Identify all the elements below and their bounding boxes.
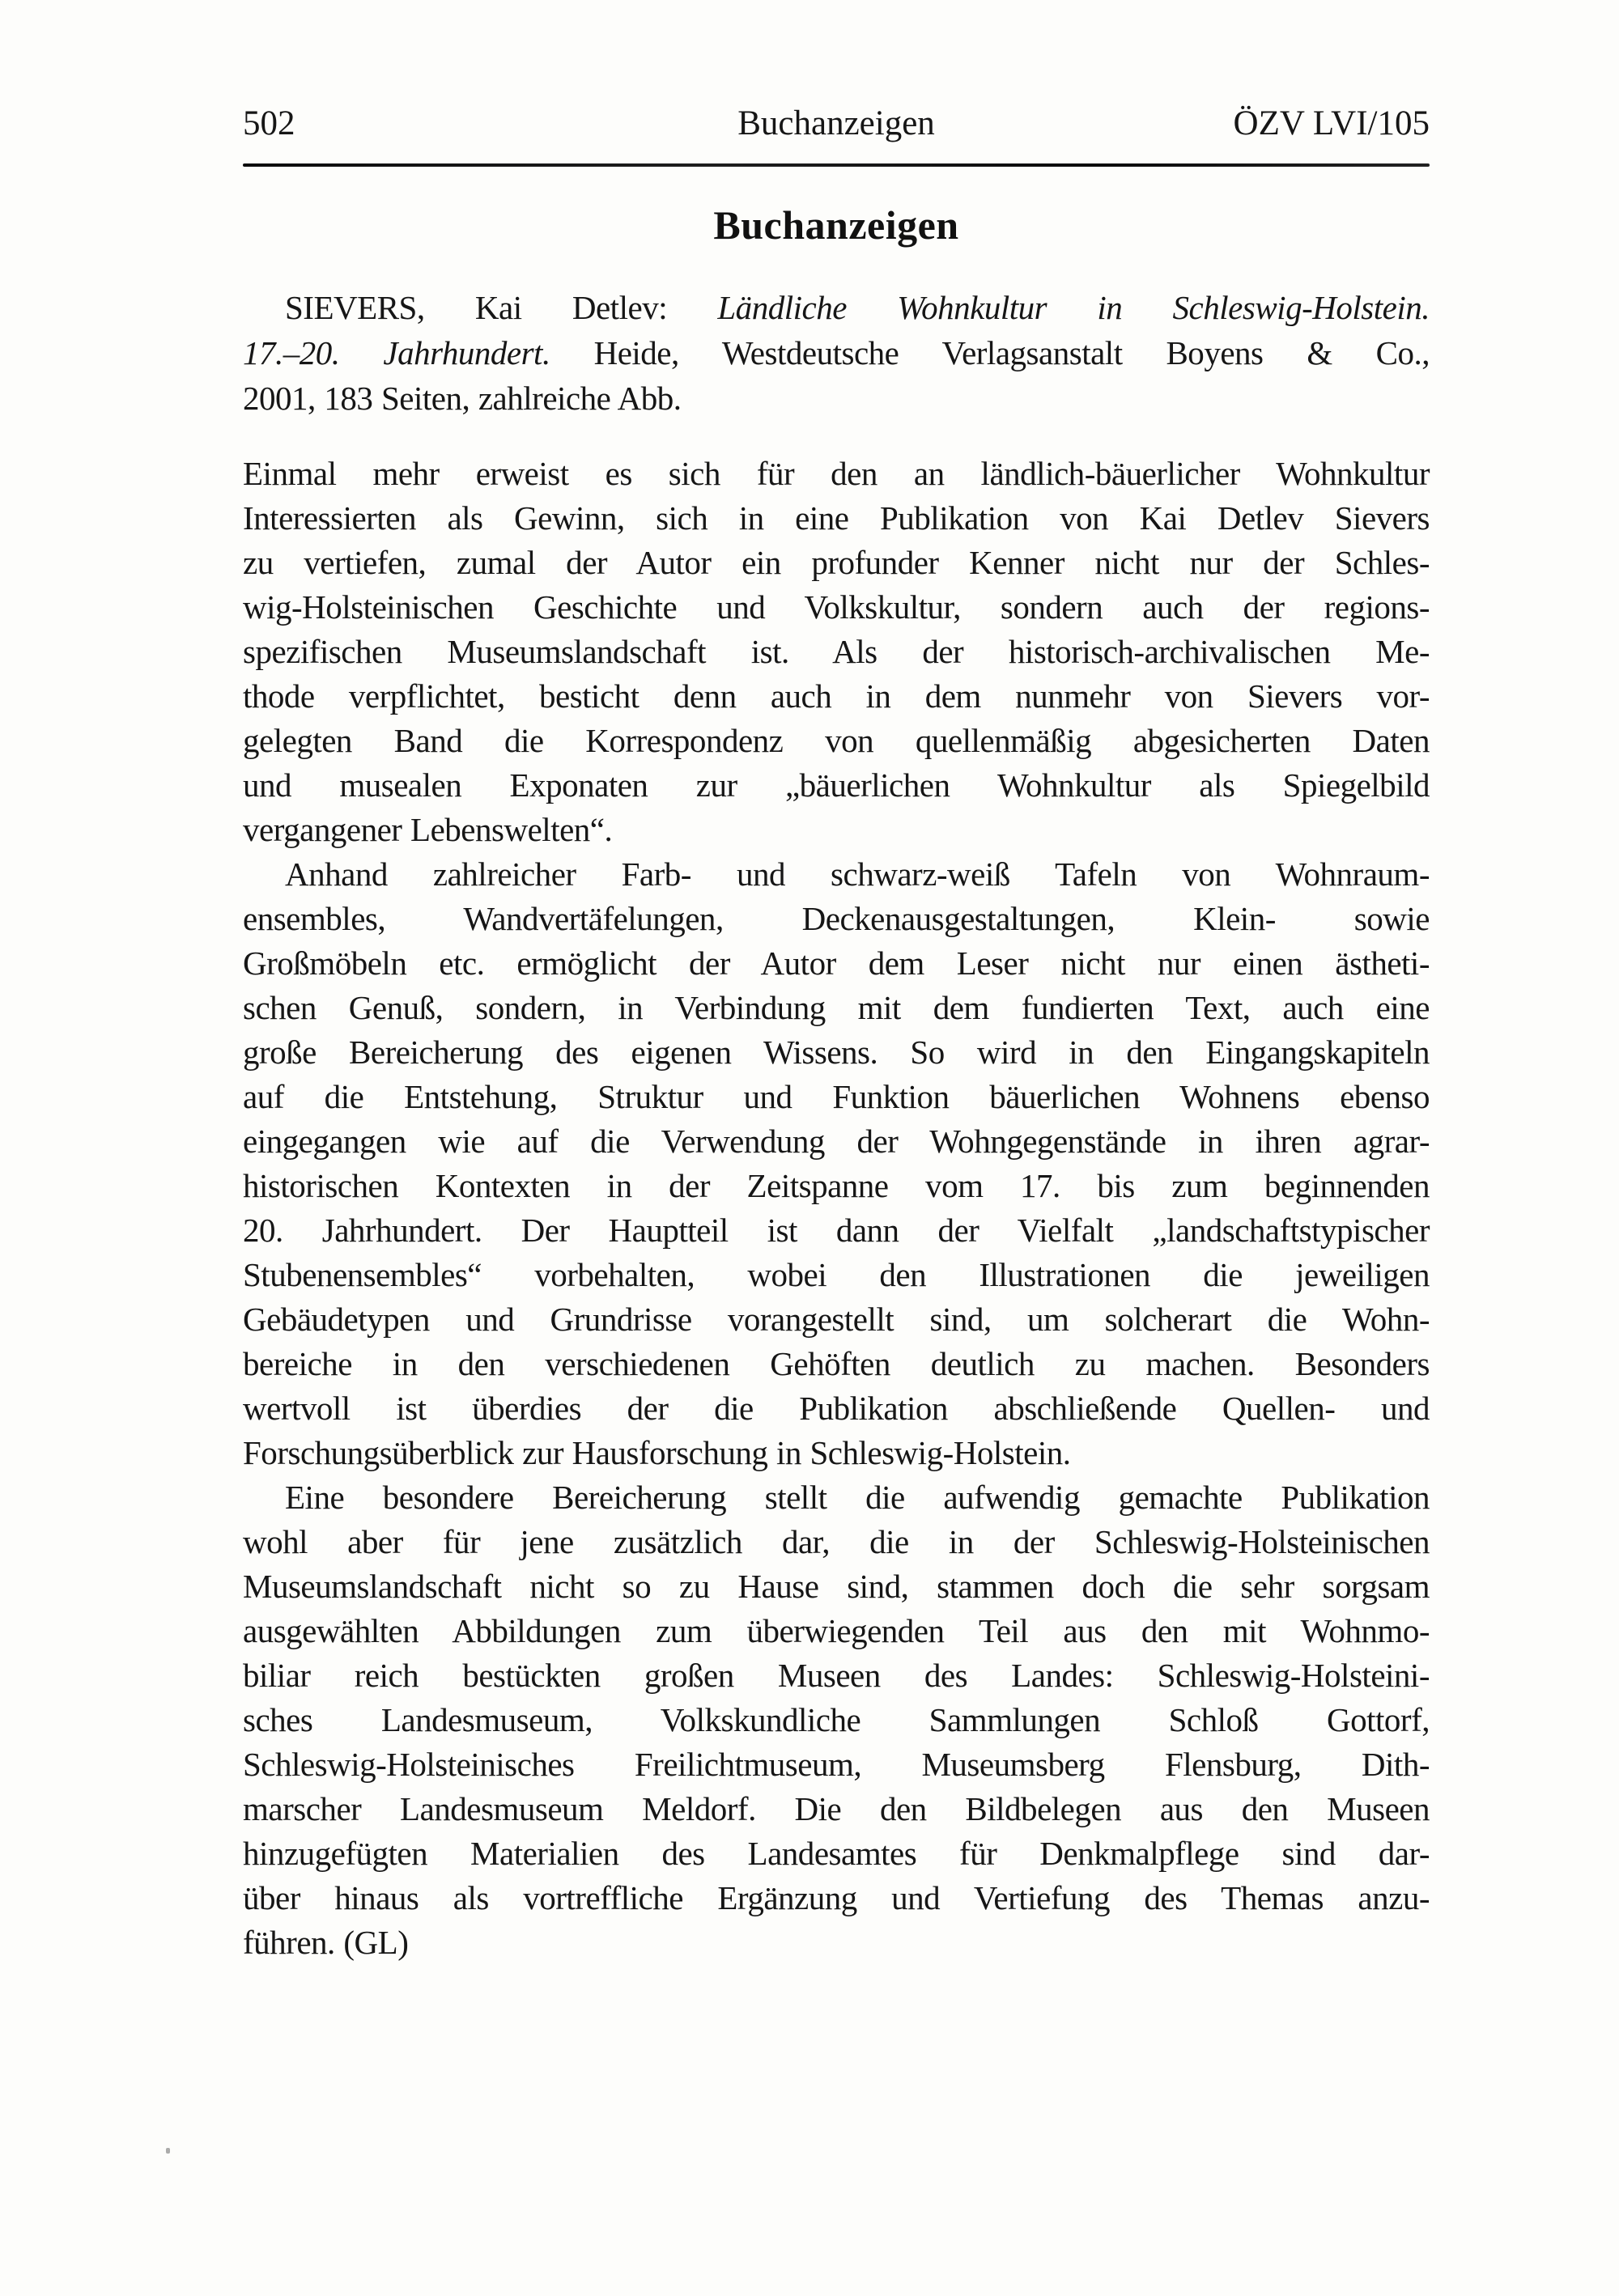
text-line: Großmöbeln etc. ermöglicht der Autor dem Leser nicht nur einen ästheti- xyxy=(243,944,1430,982)
header-rule xyxy=(243,163,1430,167)
page-number: 502 xyxy=(243,104,295,142)
text-line: hinzugefügten Materialien des Landesamtes für Denkmalpflege sind dar- xyxy=(243,1835,1430,1872)
book-citation xyxy=(243,285,1430,421)
text-line: ausgewählten Abbildungen zum überwiegenden Teil aus den mit Wohnmo- xyxy=(243,1612,1430,1649)
text-line: Stubenensembles“ vorbehalten, wobei den Illustrationen die jeweiligen xyxy=(243,1256,1430,1293)
text-line: biliar reich bestückten großen Museen des Landes: Schleswig-Holsteini- xyxy=(243,1657,1430,1694)
text-line: thode verpflichtet, besticht denn auch in dem nunmehr von Sievers vor- xyxy=(243,677,1430,715)
text-line: große Bereicherung des eigenen Wissens. So wird in den Eingangskapiteln xyxy=(243,1033,1430,1071)
text-line: sches Landesmuseum, Volkskundliche Sammlungen Schloß Gottorf, xyxy=(243,1701,1430,1738)
citation-text: Heide, Westdeutsche Verlagsanstalt Boyens & Co., xyxy=(550,334,1430,371)
text-line: Interessierten als Gewinn, sich in eine Publikation von Kai Detlev Sievers xyxy=(243,499,1430,537)
text-line: ensembles, Wandvertäfelungen, Deckenausgestaltungen, Klein- sowie xyxy=(243,900,1430,937)
text-line: marscher Landesmuseum Meldorf. Die den Bildbelegen aus den Museen xyxy=(243,1790,1430,1827)
citation-line xyxy=(243,330,1430,376)
text-line: 20. Jahrhundert. Der Hauptteil ist dann der Vielfalt „landschaftstypischer xyxy=(243,1212,1430,1249)
review-paragraph xyxy=(243,452,1430,852)
citation-title-italic: Ländliche Wohnkultur in Schleswig-Holstein. xyxy=(717,289,1430,326)
text-line: auf die Entstehung, Struktur und Funktion bäuerlichen Wohnens ebenso xyxy=(243,1078,1430,1115)
journal-volume-ref: ÖZV LVI/105 xyxy=(1233,104,1430,142)
text-line: Museumslandschaft nicht so zu Hause sind, stammen doch die sehr sorgsam xyxy=(243,1568,1430,1605)
text-line: historischen Kontexten in der Zeitspanne vom 17. bis zum beginnenden xyxy=(243,1167,1430,1204)
review-paragraph xyxy=(243,852,1430,1475)
section-title: Buchanzeigen xyxy=(713,202,959,248)
review-body xyxy=(243,452,1430,1965)
text-line: Schleswig-Holsteinisches Freilichtmuseum, Museumsberg Flensburg, Dith- xyxy=(243,1746,1430,1783)
text-line: schen Genuß, sondern, in Verbindung mit dem fundierten Text, auch eine xyxy=(243,989,1430,1026)
review-paragraph xyxy=(243,1475,1430,1965)
text-line: wertvoll ist überdies der die Publikation abschließende Quellen- und xyxy=(243,1390,1430,1427)
text-line: Eine besondere Bereicherung stellt die aufwendig gemachte Publikation xyxy=(285,1479,1430,1516)
citation-title-italic: 17.–20. Jahrhundert. xyxy=(243,334,550,371)
citation-line xyxy=(243,376,1430,421)
running-header: Buchanzeigen xyxy=(737,104,935,142)
text-line: spezifischen Museumslandschaft ist. Als der historisch-archivalischen Me- xyxy=(243,633,1430,670)
citation-text: SIEVERS, Kai Detlev: xyxy=(285,289,718,326)
text-line: Einmal mehr erweist es sich für den an ländlich-bäuerlicher Wohnkultur xyxy=(243,455,1430,492)
text-line: Gebäudetypen und Grundrisse vorangestellt sind, um solcherart die Wohn- xyxy=(243,1301,1430,1338)
text-line: zu vertiefen, zumal der Autor ein profunder Kenner nicht nur der Schles- xyxy=(243,544,1430,581)
scan-artifact-dot xyxy=(166,2148,170,2154)
text-line: über hinaus als vortreffliche Ergänzung und Vertiefung des Themas anzu- xyxy=(243,1879,1430,1916)
citation-line xyxy=(243,285,1430,330)
text-line: gelegten Band die Korrespondenz von quellenmäßig abgesicherten Daten xyxy=(243,722,1430,759)
text-line: wohl aber für jene zusätzlich dar, die in der Schleswig-Holsteinischen xyxy=(243,1523,1430,1560)
page-header xyxy=(243,104,1430,144)
text-line: führen. (GL) xyxy=(243,1924,409,1961)
text-line: vergangener Lebenswelten“. xyxy=(243,811,613,848)
text-line: und musealen Exponaten zur „bäuerlichen Wohnkultur als Spiegelbild xyxy=(243,766,1430,804)
text-line: eingegangen wie auf die Verwendung der Wohngegenstände in ihren agrar- xyxy=(243,1123,1430,1160)
text-line: Forschungsüberblick zur Hausforschung in Schleswig-Holstein. xyxy=(243,1434,1071,1471)
text-line: bereiche in den verschiedenen Gehöften deutlich zu machen. Besonders xyxy=(243,1345,1430,1382)
citation-text: 2001, 183 Seiten, zahlreiche Abb. xyxy=(243,380,682,417)
text-line: wig-Holsteinischen Geschichte und Volkskultur, sondern auch der regions- xyxy=(243,588,1430,626)
text-line: Anhand zahlreicher Farb- und schwarz-weiß Tafeln von Wohnraum- xyxy=(285,855,1430,893)
